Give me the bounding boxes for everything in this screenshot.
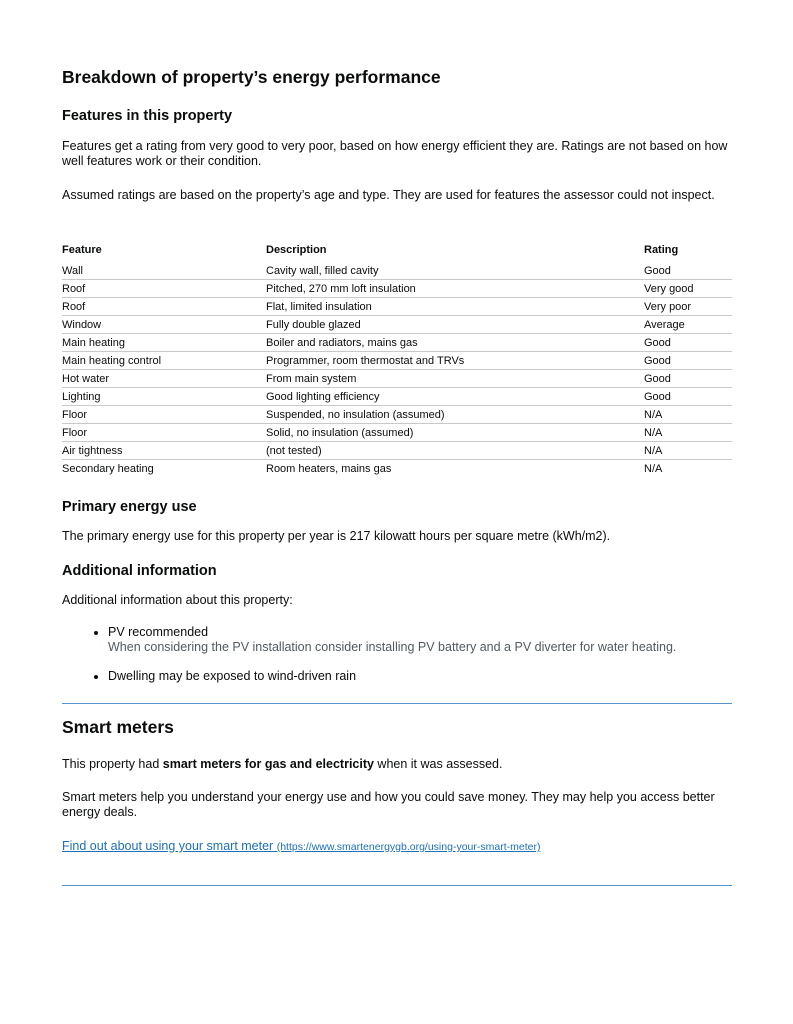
header-feature: Feature: [62, 244, 102, 256]
table-row: [62, 370, 732, 388]
cell-description: Flat, limited insulation: [266, 298, 644, 316]
cell-feature: Floor: [62, 406, 266, 424]
cell-description: (not tested): [266, 442, 644, 460]
cell-description: Pitched, 270 mm loft insulation: [266, 280, 644, 298]
cell-feature: Main heating control: [62, 352, 266, 370]
cell-rating: Good: [644, 334, 732, 352]
table-row: [62, 406, 732, 424]
smart-meters-status: [62, 757, 732, 772]
table-row: [62, 262, 732, 280]
cell-description: Fully double glazed: [266, 316, 644, 334]
cell-feature: Hot water: [62, 370, 266, 388]
section-divider: [62, 703, 732, 704]
cell-description: Good lighting efficiency: [266, 388, 644, 406]
features-intro-2: Assumed ratings are based on the property’s age and type. They are used for features the assessor could not inspect.: [62, 188, 715, 202]
cell-description: Suspended, no insulation (assumed): [266, 406, 644, 424]
cell-feature: Roof: [62, 298, 266, 316]
additional-info-list-wrapper: [62, 625, 732, 684]
list-item-title: PV recommended: [108, 625, 209, 639]
table-row: [62, 424, 732, 442]
smart-meters-status-bold: smart meters for gas and electricity: [162, 757, 374, 771]
page-title: Breakdown of property’s energy performance: [62, 67, 441, 87]
features-table-wrapper: [62, 244, 732, 477]
additional-info-list: [62, 625, 732, 684]
smart-meter-link-url: (https://www.smartenergygb.org/using-your-smart-meter): [276, 841, 541, 853]
table-header-row: [62, 244, 732, 262]
cell-description: Programmer, room thermostat and TRVs: [266, 352, 644, 370]
cell-feature: Roof: [62, 280, 266, 298]
cell-feature: Floor: [62, 424, 266, 442]
smart-meter-link-wrapper: [62, 839, 732, 855]
features-table: [62, 244, 732, 477]
table-row: [62, 316, 732, 334]
cell-rating: Good: [644, 370, 732, 388]
list-item: [108, 625, 732, 655]
table-row: [62, 388, 732, 406]
table-row: [62, 352, 732, 370]
cell-rating: N/A: [644, 462, 663, 475]
smart-meters-description: Smart meters help you understand your energy use and how you could save money. They may help you access better energy deals.: [62, 790, 715, 819]
cell-description: Cavity wall, filled cavity: [266, 262, 644, 280]
additional-info-intro: Additional information about this property:: [62, 593, 293, 607]
smart-meters-status-before: This property had: [62, 757, 163, 771]
cell-rating: Average: [644, 316, 732, 334]
cell-rating: N/A: [644, 424, 732, 442]
smart-meters-status-after: when it was assessed.: [373, 757, 503, 771]
features-heading: Features in this property: [62, 108, 233, 124]
header-description: Description: [266, 244, 327, 256]
cell-rating: Good: [644, 352, 732, 370]
section-divider-bottom: [62, 885, 732, 886]
smart-meters-heading: Smart meters: [62, 717, 174, 737]
list-item-title: Dwelling may be exposed to wind-driven rain: [108, 669, 357, 683]
primary-energy-text: The primary energy use for this property per year is 217 kilowatt hours per square metre (kWh/m2).: [62, 529, 611, 543]
cell-description: Room heaters, mains gas: [266, 462, 392, 475]
additional-info-heading: Additional information: [62, 563, 217, 579]
cell-rating: Good: [644, 262, 732, 280]
cell-feature: Window: [62, 316, 266, 334]
cell-rating: Very poor: [644, 298, 732, 316]
features-intro-1: Features get a rating from very good to very poor, based on how energy efficient they are. Ratings are not based on how well features work or their condition.: [62, 139, 728, 168]
cell-rating: Very good: [644, 280, 732, 298]
cell-feature: Air tightness: [62, 442, 266, 460]
list-item-hint: When considering the PV installation consider installing PV battery and a PV diverter for water heating.: [108, 640, 677, 654]
header-rating: Rating: [644, 244, 679, 256]
smart-meter-link[interactable]: [62, 839, 540, 853]
cell-feature: Lighting: [62, 388, 266, 406]
cell-rating: N/A: [644, 442, 732, 460]
cell-feature: Secondary heating: [62, 462, 154, 475]
cell-rating: Good: [644, 388, 732, 406]
table-row: [62, 442, 732, 460]
table-row: [62, 280, 732, 298]
cell-rating: N/A: [644, 406, 732, 424]
smart-meter-link-text: Find out about using your smart meter: [62, 839, 274, 853]
cell-feature: Wall: [62, 262, 266, 280]
table-row: [62, 298, 732, 316]
cell-description: Boiler and radiators, mains gas: [266, 334, 644, 352]
cell-feature: Main heating: [62, 334, 266, 352]
table-row: [62, 460, 732, 478]
cell-description: From main system: [266, 370, 644, 388]
table-row: [62, 334, 732, 352]
primary-energy-heading: Primary energy use: [62, 499, 197, 515]
list-item: [108, 669, 732, 684]
cell-description: Solid, no insulation (assumed): [266, 424, 644, 442]
